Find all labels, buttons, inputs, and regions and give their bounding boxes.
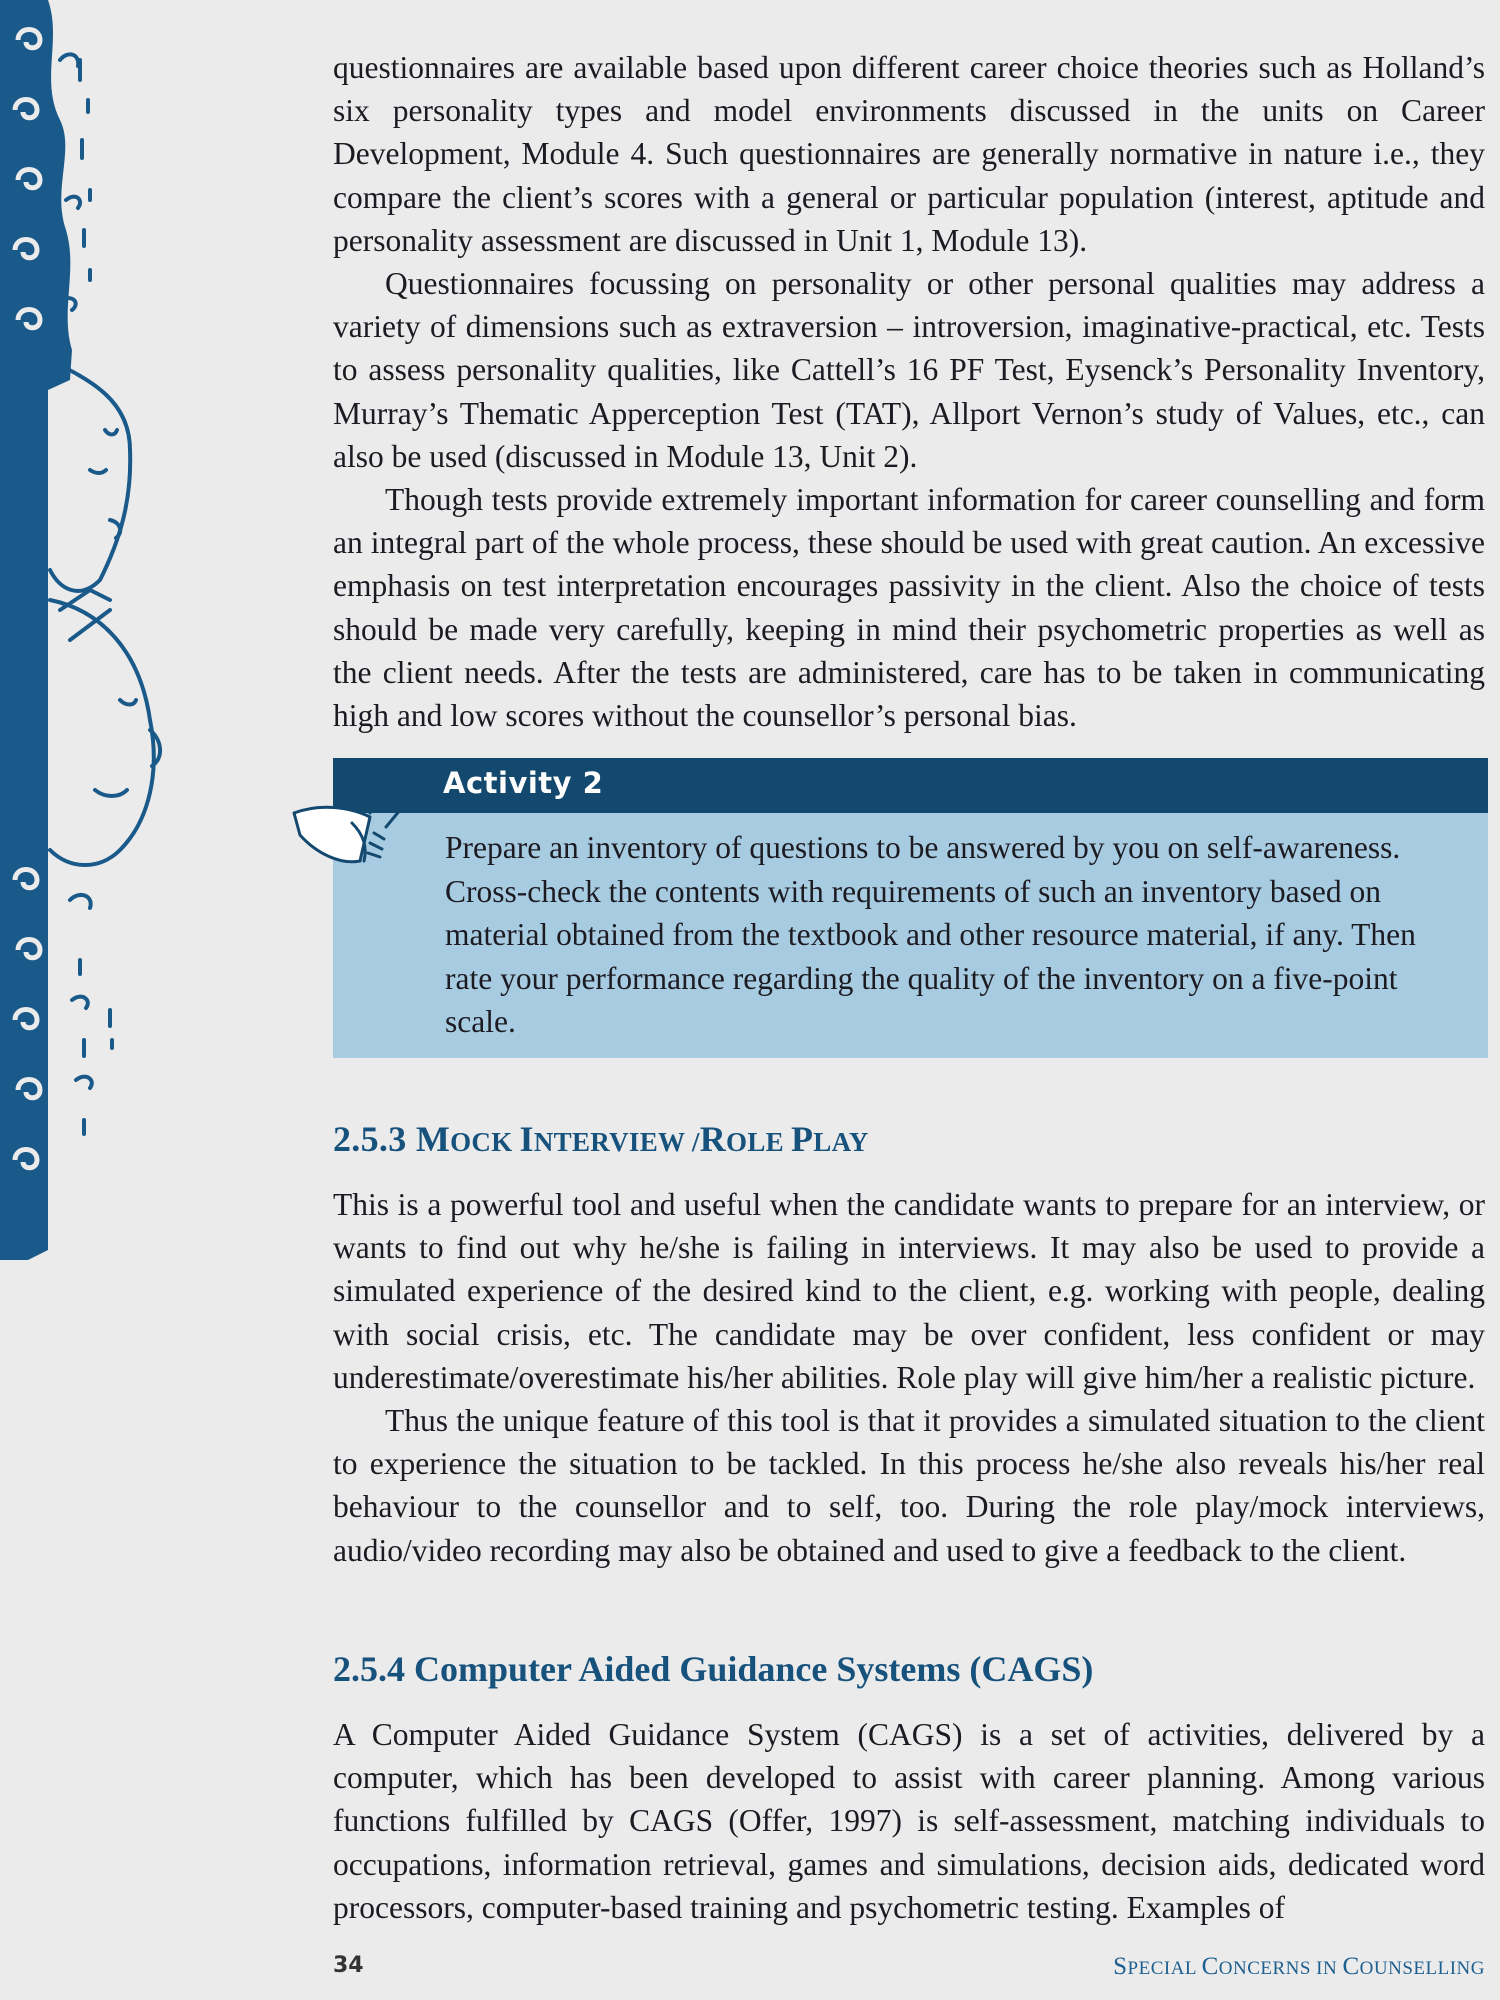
paragraph: This is a powerful tool and useful when the candidate wants to prepare for an interview, or wants to find out why he/she is failing in interviews. It may also be used to provide a simulated experience of the desired kind to the client, e.g. working with people, dealing with social crisis, etc. The candidate may be over confident, less confident or may underestimate/overestimate his/her abilities. Role play will give him/her a realistic picture.	[333, 1187, 1485, 1395]
body-text-cags	[333, 1713, 1485, 1929]
section-heading-2-5-3	[333, 1118, 869, 1160]
activity-body: Prepare an inventory of questions to be answered by you on self-awareness. Cross-check the contents with requirements of such an inventory based on material obtained from the textbook and other resource material, if any. Then rate your performance regarding the quality of the inventory on a five-point scale.	[445, 830, 1416, 1039]
section-heading-2-5-4: 2.5.4 Computer Aided Guidance Systems (CAGS)	[333, 1649, 1094, 1689]
paragraph: Thus the unique feature of this tool is that it provides a simulated situation to the client to experience the situation to be tackled. In this process he/she also reveals his/her real behaviour to the counsellor and to self, too. During the role play/mock interviews, audio/video recording may also be obtained and used to give a feedback to the client.	[333, 1403, 1485, 1568]
activity-title: Activity 2	[443, 766, 604, 800]
body-text-top	[333, 46, 1485, 737]
heading-letter: M	[415, 1119, 451, 1159]
running-head-letter: C	[1342, 1953, 1360, 1980]
heading-letter: I	[519, 1119, 534, 1159]
running-head-smallcaps: ONCERNS IN	[1218, 1958, 1343, 1979]
running-head-smallcaps: OUNSELLING	[1359, 1958, 1485, 1979]
heading-smallcaps: LAY	[813, 1127, 869, 1157]
paragraph: questionnaires are available based upon different career choice theories such as Holland’s six personality types and model environments discussed in the units on Career Development, Module 4. Such questionnaires are generally normative in nature i.e., they compare the client’s scores with a general or particular population (interest, aptitude and personality assessment are discussed in Unit 1, Module 13).	[333, 50, 1485, 258]
heading-smallcaps: NTERVIEW /	[533, 1127, 700, 1157]
page-number: 34	[333, 1953, 364, 1978]
heading-smallcaps: OLE	[726, 1127, 791, 1157]
running-head-letter: S	[1113, 1953, 1128, 1980]
decorative-margin-illustration	[0, 0, 175, 1260]
writing-hand-icon	[290, 773, 440, 883]
heading-letter: R	[699, 1119, 727, 1159]
heading-number: 2.5.3	[333, 1119, 407, 1159]
paragraph: A Computer Aided Guidance System (CAGS) is a set of activities, delivered by a computer, which has been developed to assist with career planning. Among various functions fulfilled by CAGS (Offer, 1997) is self-assessment, matching individuals to occupations, information retrieval, games and simulations, decision aids, dedicated word processors, computer-based training and psychometric testing. Examples of	[333, 1717, 1485, 1925]
paragraph: Though tests provide extremely important information for career counselling and form an integral part of the whole process, these should be used with great caution. An excessive emphasis on test interpretation encourages passivity in the client. Also the choice of tests should be made very carefully, keeping in mind their psychometric properties as well as the client needs. After the tests are administered, care has to be taken in communicating high and low scores without the counsellor’s personal bias.	[333, 482, 1485, 734]
paragraph: Questionnaires focussing on personality or other personal qualities may address a variety of dimensions such as extraversion – introversion, imaginative-practical, etc. Tests to assess personality qualities, like Cattell’s 16 PF Test, Eysenck’s Personality Inventory, Murray’s Thematic Apperception Test (TAT), Allport Vernon’s study of Values, etc., can also be used (discussed in Module 13, Unit 2).	[333, 266, 1485, 474]
heading-letter: P	[791, 1119, 814, 1159]
page-footer	[333, 1953, 1485, 1989]
heading-smallcaps: OCK	[450, 1127, 520, 1157]
activity-box	[333, 758, 1488, 1058]
running-head	[1113, 1953, 1485, 1981]
running-head-smallcaps: PECIAL	[1127, 1958, 1202, 1979]
body-text-mock-interview	[333, 1183, 1485, 1572]
running-head-letter: C	[1201, 1953, 1219, 1980]
